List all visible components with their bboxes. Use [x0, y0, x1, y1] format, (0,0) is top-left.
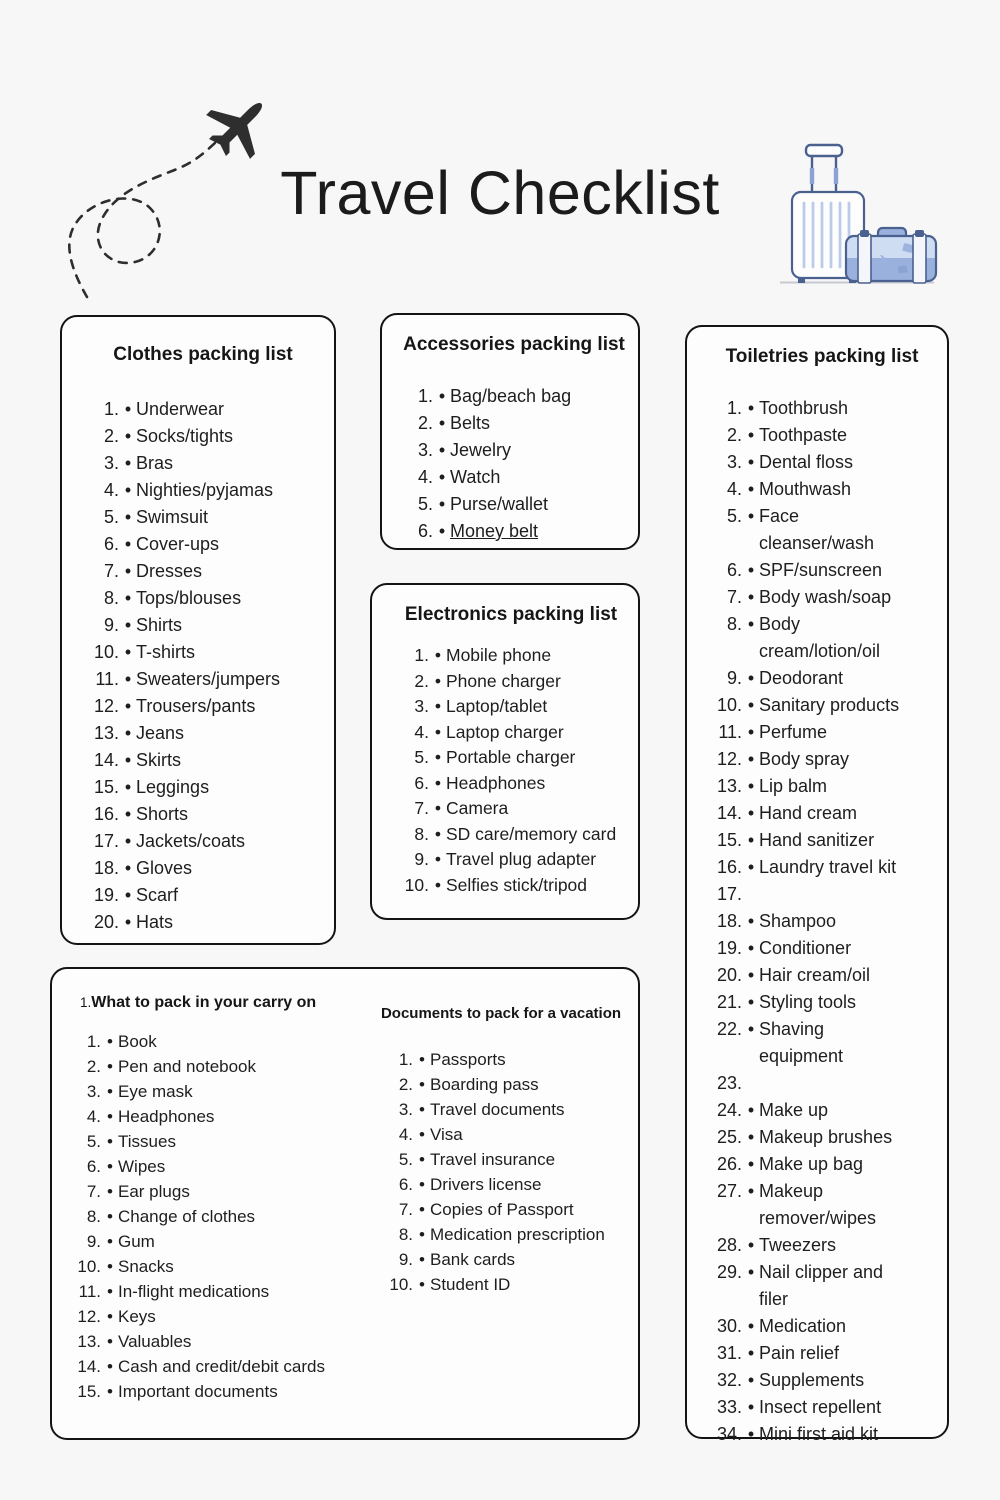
list-item: 1. • Book — [86, 1032, 157, 1051]
list-item: 15. • Hand sanitizer — [716, 830, 875, 850]
list-item: 17. • Jackets/coats — [93, 831, 246, 851]
list-item: 17. — [716, 884, 742, 904]
list-item: 3. • Travel documents — [398, 1100, 565, 1119]
carry-on-and-documents-box — [50, 967, 640, 1440]
list-item: 9. • Travel plug adapter — [414, 849, 597, 869]
list-item: 9. • Deodorant — [726, 668, 844, 688]
svg-text:✈: ✈ — [874, 250, 894, 274]
list-item: 16. • Laundry travel kit — [716, 857, 897, 877]
list-item: 2. • Pen and notebook — [86, 1057, 257, 1076]
list-item: 4. • Nighties/pyjamas — [103, 480, 274, 500]
list-item: 7. • Camera — [414, 798, 509, 818]
list-item: 20. • Hats — [93, 912, 174, 932]
list-item: 30. • Medication — [716, 1316, 847, 1336]
electronics-box-title: Electronics packing list — [404, 604, 618, 625]
list-item: 7. • Ear plugs — [86, 1182, 190, 1201]
list-item: 6. • Cover-ups — [103, 534, 220, 554]
list-item: 5. • Face cleanser/wash — [726, 506, 875, 553]
carry-on-list-title — [66, 994, 374, 1012]
list-item: 15. • Important documents — [77, 1382, 278, 1401]
list-item: 24. • Make up — [716, 1100, 829, 1120]
toiletries-list — [703, 395, 941, 1448]
list-item: 20. • Hair cream/oil — [716, 965, 871, 985]
page-title: Travel Checklist — [280, 159, 720, 227]
list-item: 5. • Purse/wallet — [417, 494, 549, 514]
list-item: 28. • Tweezers — [716, 1235, 837, 1255]
list-item: 4. • Visa — [398, 1125, 463, 1144]
list-item: 4. • Watch — [417, 467, 501, 487]
list-item: 9. • Shirts — [103, 615, 183, 635]
list-item: 8. • SD care/memory card — [414, 823, 617, 844]
list-item: 9. • Gum — [86, 1232, 155, 1251]
list-item: 5. • Travel insurance — [398, 1150, 556, 1169]
list-item: 10. • Student ID — [389, 1275, 511, 1294]
electronics-list — [388, 643, 634, 898]
list-item: 22. • Shaving equipment — [716, 1019, 844, 1066]
list-item: 21. • Styling tools — [716, 992, 857, 1012]
list-item: 26. • Make up bag — [716, 1154, 864, 1174]
carry-on-list — [66, 1029, 374, 1404]
list-item: 10. • Selfies stick/tripod — [404, 874, 588, 895]
list-item: 2. • Boarding pass — [398, 1075, 539, 1094]
list-item: 6. • Money belt — [417, 521, 539, 541]
electronics-packing-list-box — [370, 583, 640, 920]
list-item: 10. • T-shirts — [93, 642, 196, 662]
list-item: 3. • Jewelry — [417, 440, 512, 460]
list-item: 11. • Sweaters/jumpers — [95, 669, 281, 689]
list-item: 6. • SPF/sunscreen — [726, 560, 883, 580]
toiletries-box-title: Toiletries packing list — [725, 346, 919, 367]
list-item: 1. • Bag/beach bag — [417, 386, 572, 406]
list-item: 3. • Bras — [103, 453, 174, 473]
list-item: 8. • Medication prescription — [398, 1225, 605, 1244]
carry-on-title-text: What to pack in your carry on — [91, 994, 317, 1011]
list-item: 31. • Pain relief — [716, 1343, 840, 1363]
list-item: 19. • Scarf — [93, 885, 179, 905]
list-item: 6. • Headphones — [414, 772, 546, 793]
list-item: 15. • Leggings — [93, 777, 210, 797]
list-item: 1. • Mobile phone — [414, 645, 552, 665]
list-item: 5. • Portable charger — [414, 747, 576, 767]
list-item: 18. • Shampoo — [716, 911, 837, 931]
accessories-list — [396, 383, 632, 545]
list-item: 6. • Drivers license — [398, 1175, 542, 1194]
list-item: 4. • Mouthwash — [726, 479, 852, 499]
list-item: 34. • Mini first aid kit — [716, 1424, 879, 1444]
list-item: 1. • Underwear — [103, 399, 225, 419]
list-item: 13. • Jeans — [93, 723, 185, 743]
list-item: 8. • Body cream/lotion/oil — [726, 614, 881, 661]
list-item: 10. • Sanitary products — [716, 695, 900, 715]
list-item: 6. • Wipes — [86, 1157, 166, 1176]
list-item: 14. • Cash and credit/debit cards — [77, 1357, 325, 1376]
list-item: 14. • Skirts — [93, 750, 181, 770]
list-item: 11. • Perfume — [718, 722, 828, 742]
list-item: 5. • Swimsuit — [103, 507, 209, 527]
list-item: 7. • Body wash/soap — [726, 587, 892, 607]
list-item: 13. • Lip balm — [716, 776, 828, 796]
list-item: 13. • Valuables — [77, 1332, 192, 1351]
list-item: 12. • Keys — [77, 1307, 156, 1326]
list-item: 8. • Tops/blouses — [103, 588, 242, 608]
list-item: 3. • Dental floss — [726, 452, 854, 472]
carry-on-title-number: 1. — [80, 995, 92, 1010]
documents-column — [374, 994, 628, 1438]
accessories-box-title: Accessories packing list — [403, 334, 625, 355]
list-item: 7. • Copies of Passport — [398, 1200, 574, 1219]
list-item: 33. • Insect repellent — [716, 1397, 882, 1417]
list-item: 7. • Dresses — [103, 561, 203, 581]
list-item: 3. • Laptop/tablet — [414, 696, 548, 716]
list-item: 29. • Nail clipper and filer — [716, 1262, 884, 1309]
list-item: 2. • Phone charger — [414, 670, 561, 691]
list-item: 4. • Laptop charger — [414, 721, 564, 742]
list-item: 27. • Makeup remover/wipes — [716, 1181, 877, 1228]
carry-on-column — [66, 994, 374, 1438]
list-item: 32. • Supplements — [716, 1370, 865, 1390]
list-item: 16. • Shorts — [93, 804, 189, 824]
list-item: 14. • Hand cream — [716, 803, 858, 823]
list-item: 12. • Trousers/pants — [93, 696, 256, 716]
list-item: 25. • Makeup brushes — [716, 1127, 893, 1147]
documents-list — [374, 1047, 628, 1297]
list-item: 2. • Toothpaste — [726, 425, 848, 445]
list-item: 12. • Body spray — [716, 749, 850, 769]
list-item: 2. • Belts — [417, 413, 491, 433]
list-item: 10. • Snacks — [77, 1257, 174, 1276]
list-item: 3. • Eye mask — [86, 1082, 193, 1101]
documents-list-title: Documents to pack for a vacation — [380, 1005, 622, 1022]
list-item: 4. • Headphones — [86, 1107, 215, 1126]
list-item: 19. • Conditioner — [716, 938, 852, 958]
accessories-packing-list-box — [380, 313, 640, 550]
luggage-icon — [772, 140, 940, 288]
clothes-packing-list-box — [60, 315, 336, 945]
list-item: 8. • Change of clothes — [86, 1207, 256, 1226]
list-item: 18. • Gloves — [93, 858, 193, 878]
list-item: 1. • Toothbrush — [726, 398, 849, 418]
list-item: 5. • Tissues — [86, 1132, 176, 1151]
list-item: 2. • Socks/tights — [103, 426, 234, 446]
list-item: 1. • Passports — [398, 1050, 506, 1069]
clothes-list — [80, 396, 326, 936]
list-item: 11. • In-flight medications — [78, 1282, 270, 1301]
clothes-box-title: Clothes packing list — [113, 344, 293, 365]
list-item: 23. — [716, 1073, 742, 1093]
list-item: 9. • Bank cards — [398, 1250, 516, 1269]
toiletries-packing-list-box — [685, 325, 949, 1444]
